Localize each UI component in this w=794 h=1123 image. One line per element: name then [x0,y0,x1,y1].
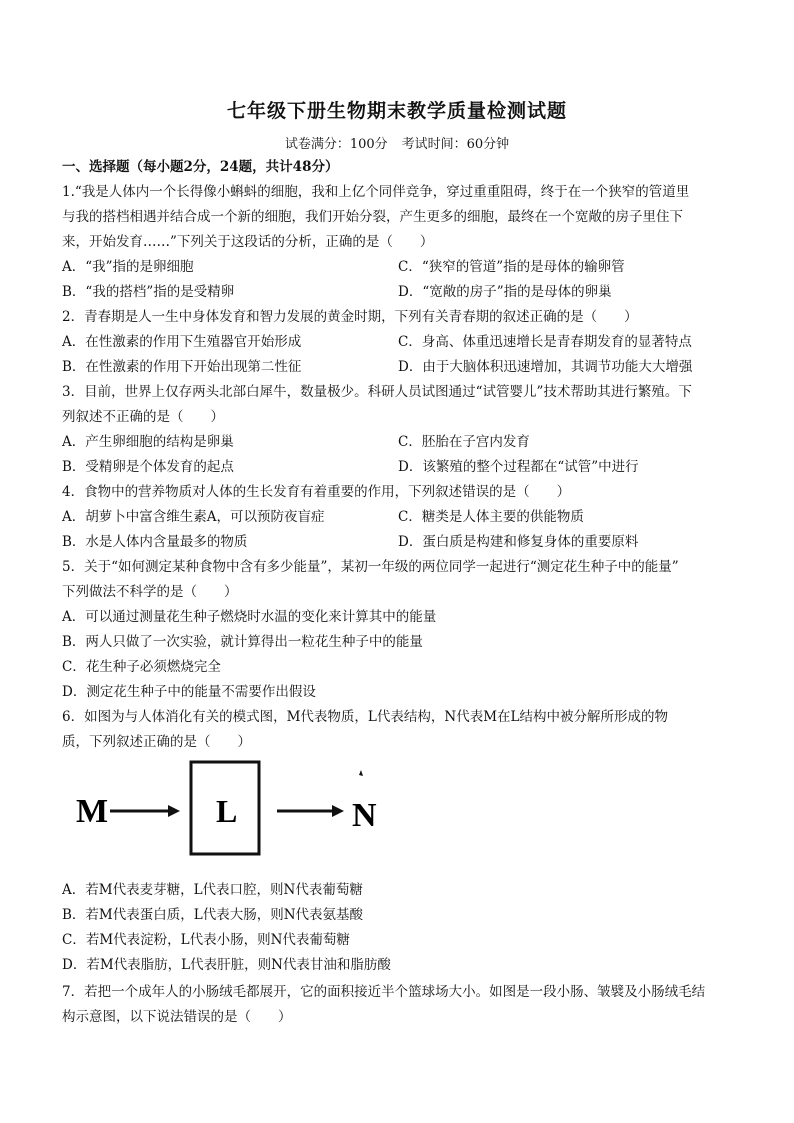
q1-option-d: D．“宽敞的房子”指的是母体的卵巢 [398,284,612,300]
q5-option-b: B．两人只做了一次实验，就计算得出一粒花生种子中的能量 [62,634,423,650]
arrowhead-l-to-n [332,805,344,817]
digestion-model-diagram [70,756,390,866]
arrowhead-m-to-l [168,805,180,817]
q6-option-b: B．若M代表蛋白质，L代表大肠，则N代表氨基酸 [62,907,364,923]
q6-stem-line: 6．如图为与人体消化有关的模式图，M代表物质，L代表结构，N代表M在L结构中被分解所形成的物 [62,709,668,725]
q3-option-d: D．该繁殖的整个过程都在“试管”中进行 [398,459,639,475]
exam-score: 试卷满分：100分 [284,137,388,152]
q5-option-a: A．可以通过测量花生种子燃烧时水温的变化来计算其中的能量 [62,609,437,625]
q6-stem-line: 质，下列叙述正确的是（ ） [62,734,251,750]
q3-stem-line: 列叙述不正确的是（ ） [62,409,224,425]
q1-option-b: B．“我的搭档”指的是受精卵 [62,284,235,300]
q1-stem-line: 与我的搭档相遇并结合成一个新的细胞，我们开始分裂，产生更多的细胞，最终在一个宽敞的房子里住下 [62,209,683,225]
q3-option-a: A．产生卵细胞的结构是卵巢 [62,434,234,450]
q4-option-a: A．胡萝卜中富含维生素A，可以预防夜盲症 [62,509,325,525]
q1-option-a: A．“我”指的是卵细胞 [62,259,194,275]
q5-stem-line: 5．关于“如何测定某种食物中含有多少能量”，某初一年级的两位同学一起进行“测定花生种子中的能量” [62,559,679,575]
q3-option-c: C．胚胎在子宫内发育 [398,434,530,450]
q6-option-a: A．若M代表麦芽糖，L代表口腔，则N代表葡萄糖 [62,882,363,898]
diagram-label-l: L [216,793,238,829]
q7-stem-line: 构示意图，以下说法错误的是（ ） [62,1009,292,1025]
q3-option-b: B．受精卵是个体发育的起点 [62,459,234,475]
q6-option-d: D．若M代表脂肪，L代表肝脏，则N代表甘油和脂肪酸 [62,957,391,973]
q5-option-c: C．花生种子必须燃烧完全 [62,659,221,675]
q1-option-c: C．“狭窄的管道”指的是母体的输卵管 [398,259,625,275]
q4-stem-line: 4．食物中的营养物质对人体的生长发育有着重要的作用，下列叙述错误的是（ ） [62,484,571,500]
exam-time: 考试时间：60分钟 [401,137,510,152]
exam-info [0,133,794,152]
q2-option-b: B．在性激素的作用下开始出现第二性征 [62,359,302,375]
q1-stem-line: 1.“我是人体内一个长得像小蝌蚪的细胞，我和上亿个同伴竞争，穿过重重阻碍，终于在一个狭窄的管道里 [62,184,690,200]
q7-stem-line: 7．若把一个成年人的小肠绒毛都展开，它的面积接近半个篮球场大小。如图是一段小肠、皱襞及小肠绒毛结 [62,984,706,1000]
q1-stem-line: 来，开始发育……”下列关于这段话的分析，正确的是（ ） [62,234,434,250]
q2-option-d: D．由于大脑体积迅速增加，其调节功能大大增强 [398,359,693,375]
diagram-label-n: N [352,797,377,834]
q5-option-d: D．测定花生种子中的能量不需要作出假设 [62,684,316,700]
q5-stem-line: 下列做法不科学的是（ ） [62,584,238,600]
diagram-label-m: M [76,793,109,830]
q2-stem-line: 2．青春期是人一生中身体发育和智力发展的黄金时期，下列有关青春期的叙述正确的是（ ） [62,309,638,325]
q6-option-c: C．若M代表淀粉，L代表小肠，则N代表葡萄糖 [62,932,350,948]
q3-stem-line: 3．目前，世界上仅存两头北部白犀牛，数量极少。科研人员试图通过“试管婴儿”技术帮助其进行繁殖。下 [62,384,692,400]
section-heading: 一、选择题（每小题2分，24题，共计48分） [62,159,339,175]
q4-option-d: D．蛋白质是构建和修复身体的重要原料 [398,534,639,550]
q4-option-b: B．水是人体内含量最多的物质 [62,534,248,550]
q2-option-a: A．在性激素的作用下生殖器官开始形成 [62,334,302,350]
ink-mark [359,770,363,776]
page-title: 七年级下册生物期末教学质量检测试题 [226,100,567,122]
q4-option-c: C．糖类是人体主要的供能物质 [398,509,584,525]
q2-option-c: C．身高、体重迅速增长是青春期发育的显著特点 [398,334,692,350]
